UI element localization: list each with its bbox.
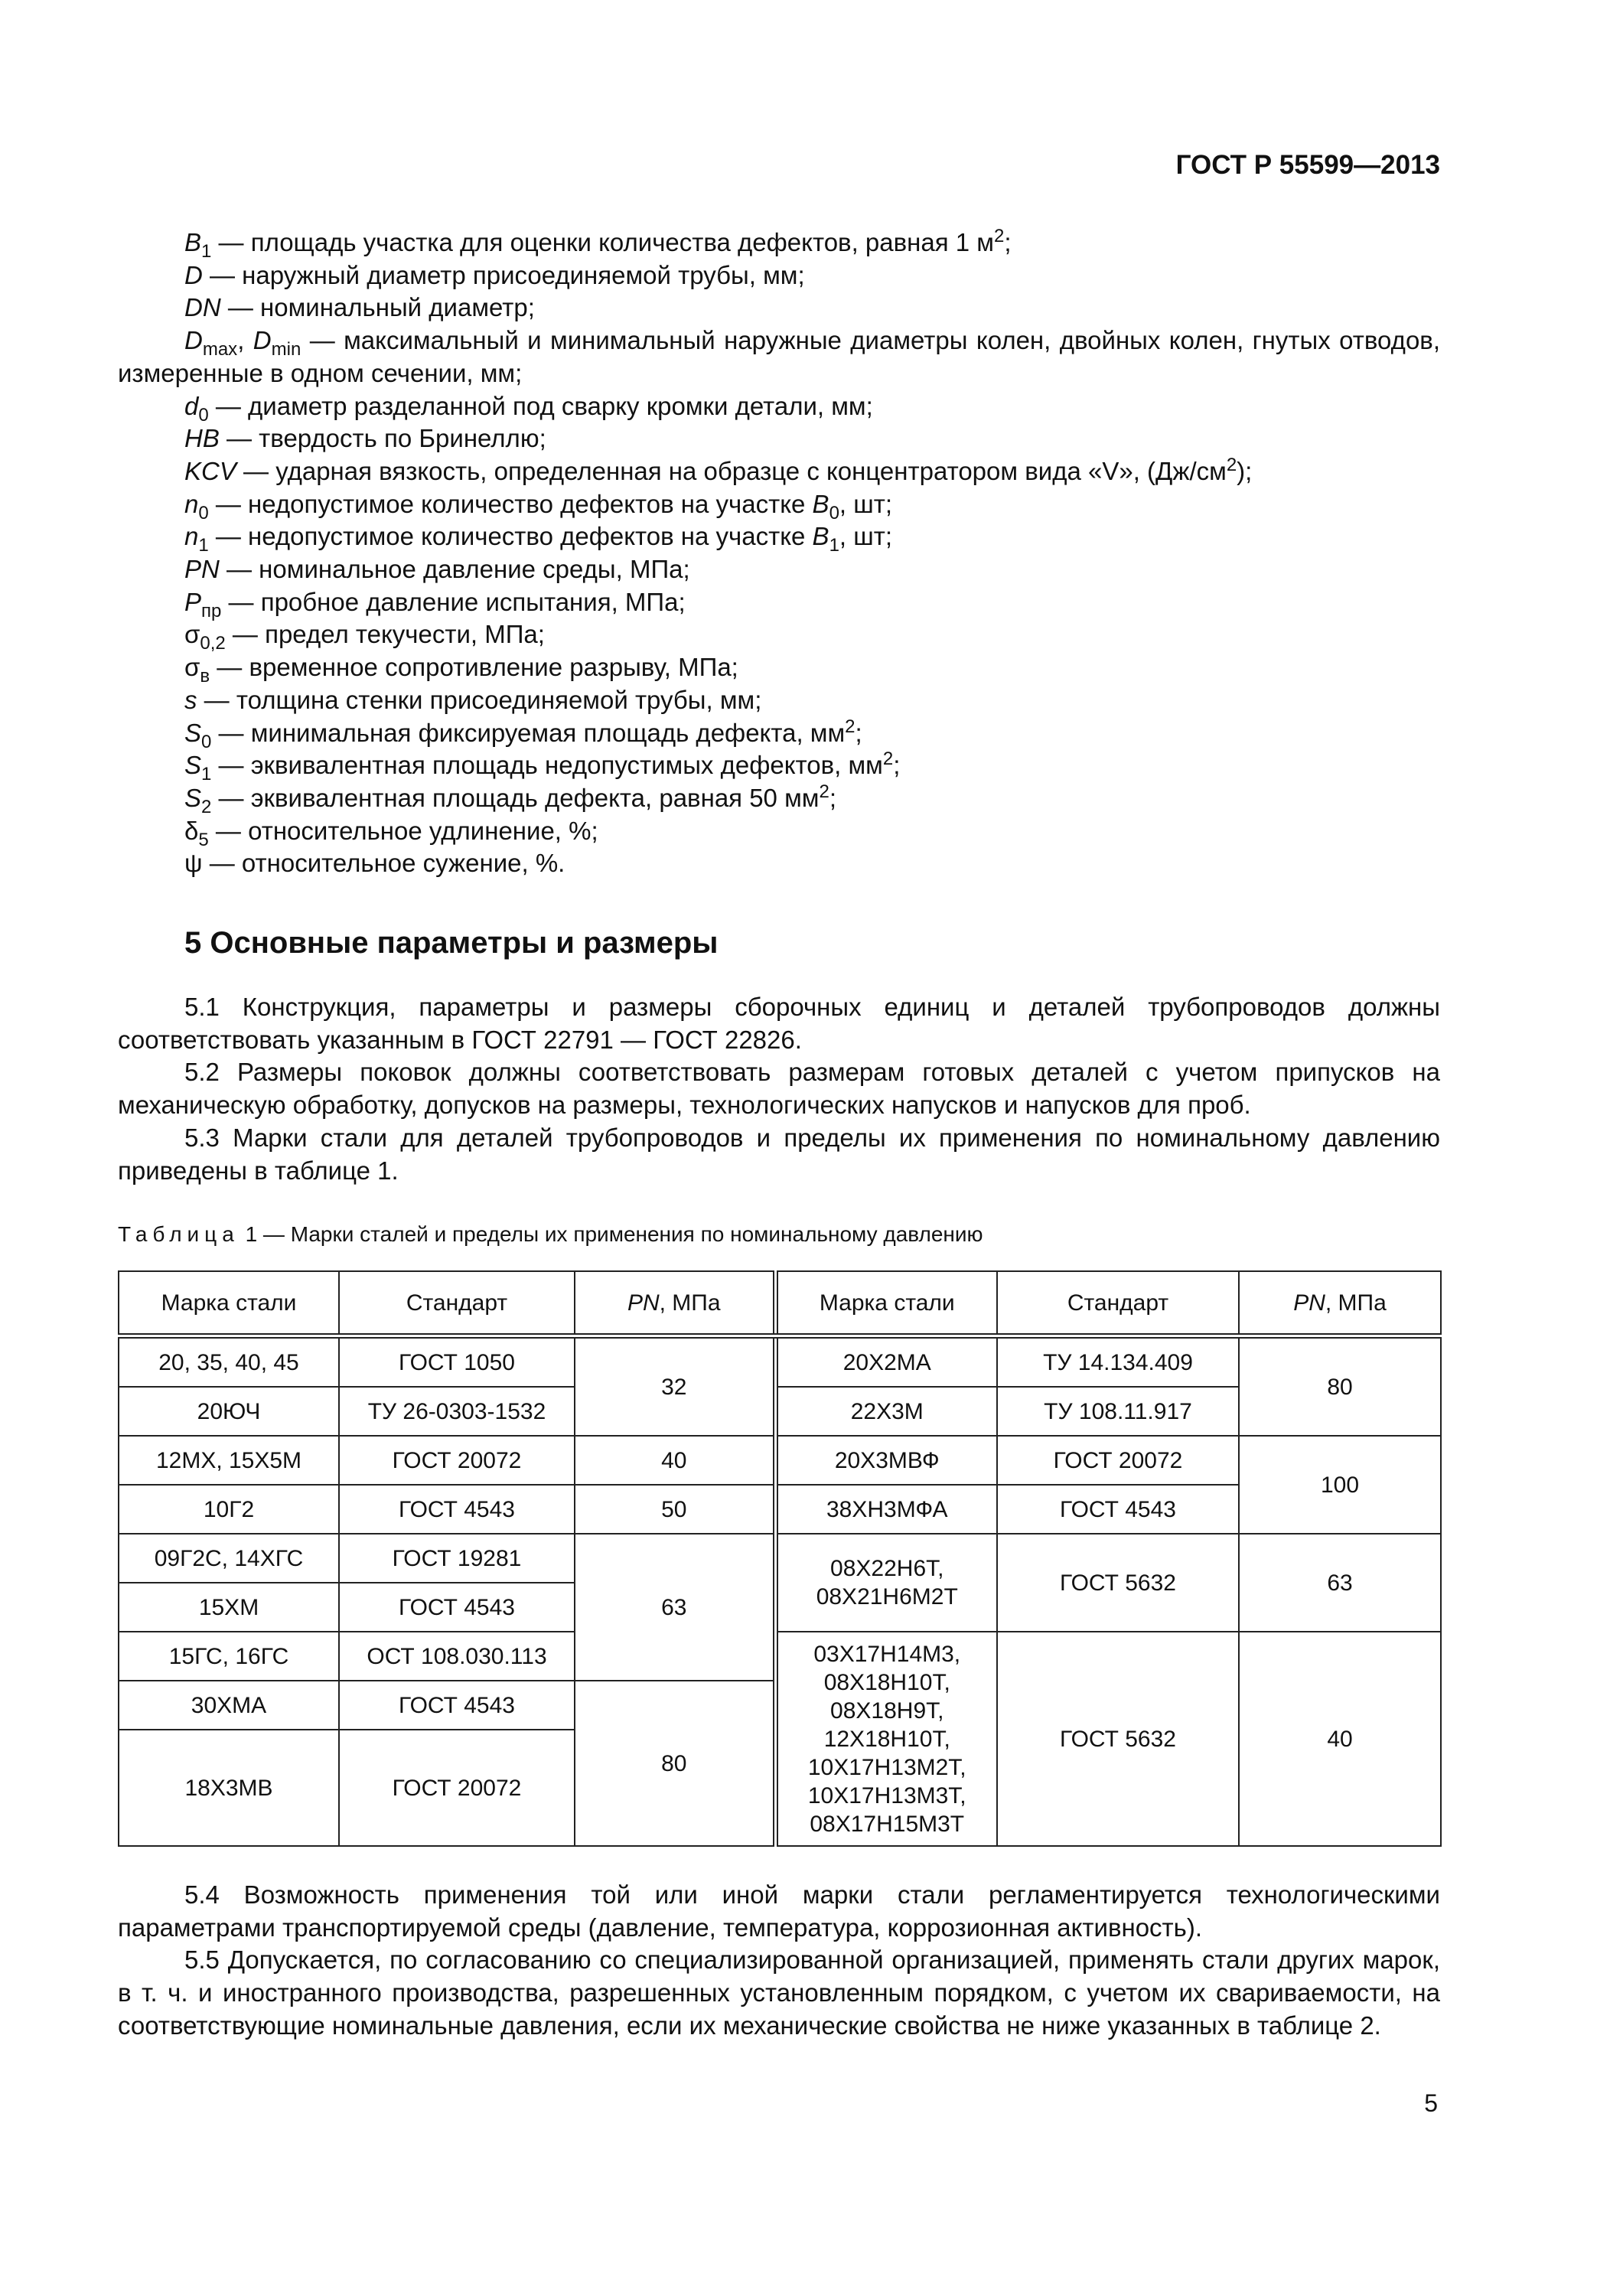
table-cell: ГОСТ 4543: [339, 1583, 575, 1632]
page-number: 5: [1424, 2089, 1438, 2117]
table-cell: 32: [575, 1336, 775, 1437]
table-row: [119, 1534, 1441, 1583]
symbol-definition: DN — номинальный диаметр;: [184, 293, 535, 322]
table-cell: ГОСТ 5632: [997, 1632, 1239, 1846]
table-cell: 12МХ, 15Х5М: [119, 1436, 339, 1485]
table-cell: ГОСТ 20072: [339, 1730, 575, 1846]
header-pn: PN, МПа: [575, 1271, 775, 1336]
table-cell: 20ЮЧ: [119, 1387, 339, 1436]
section-paragraphs: [118, 991, 1440, 1187]
table-cell: 38ХН3МФА: [775, 1485, 997, 1534]
table-cell: 80: [575, 1681, 775, 1846]
header-standard: Стандарт: [339, 1271, 575, 1336]
header-pn: PN, МПа: [1239, 1271, 1441, 1336]
table-row: [119, 1632, 1441, 1681]
steel-grades-table: [118, 1270, 1442, 1847]
symbol-definition: $S_2$ — эквивалентная площадь дефекта, равная 50 $мм^2$;: [184, 781, 836, 817]
table-cell: ГОСТ 20072: [997, 1436, 1239, 1485]
table-row: [119, 1436, 1441, 1485]
symbol-definition: ψ — относительное сужение, %.: [184, 849, 565, 878]
header-standard: Стандарт: [997, 1271, 1239, 1336]
table-cell: ГОСТ 4543: [339, 1485, 575, 1534]
table-cell: ТУ 14.134.409: [997, 1336, 1239, 1388]
table-cell: ОСТ 108.030.113: [339, 1632, 575, 1681]
table-cell: 10Г2: [119, 1485, 339, 1534]
symbol-definition: PN — номинальное давление среды, МПа;: [184, 555, 690, 584]
symbol-definition: $S_1$ — эквивалентная площадь недопустимых дефектов, $мм^2$;: [184, 748, 901, 785]
symbol-definition: $D_{max}$, $D_{min}$ — максимальный и минимальный наружные диаметры колен, двойных колен, гнутых отводов, измеренные в одном сечении, мм;: [118, 326, 1440, 387]
symbol-definition: $\sigma_в$ — временное сопротивление разрыву, МПа;: [184, 653, 738, 687]
table-cell: ГОСТ 4543: [997, 1485, 1239, 1534]
symbol-definition: $n_1$ — недопустимое количество дефектов на участке $B_1$, шт;: [184, 522, 893, 556]
table-caption: [118, 1222, 983, 1247]
table-cell: 40: [575, 1436, 775, 1485]
table-cell: ГОСТ 4543: [339, 1681, 575, 1730]
paragraph-5-1: 5.1 Конструкция, параметры и размеры сборочных единиц и деталей трубопроводов должны соответствовать указанным в ГОСТ 22791 — ГОСТ 22826.: [118, 993, 1440, 1054]
table-caption-text: 1 — Марки сталей и пределы их применения по номинальному давлению: [239, 1222, 983, 1246]
paragraph-5-5: 5.5 Допускается, по согласованию со специализированной организацией, применять стали других марок, в т. ч. и иностранного производства, разрешенных установленным порядком, с учетом их свариваемости, на соответствующие номинальные давления, если их механические свойства не ниже указанных в таблице 2.: [118, 1945, 1440, 2040]
table-cell: 09Г2С, 14ХГС: [119, 1534, 339, 1583]
table-cell: 50: [575, 1485, 775, 1534]
table-cell: 80: [1239, 1336, 1441, 1437]
symbol-definition: $d_0$ — диаметр разделанной под сварку кромки детали, мм;: [184, 391, 873, 426]
table-cell: 18Х3МВ: [119, 1730, 339, 1846]
table-header-row: [119, 1271, 1441, 1336]
table-cell: 15ХМ: [119, 1583, 339, 1632]
symbol-definition: HB — твердость по Бринеллю;: [184, 424, 546, 453]
table-cell: 63: [575, 1534, 775, 1681]
table-cell: 03Х17Н14М3, 08Х18Н10Т, 08Х18Н9Т, 12Х18Н10Т, 10Х17Н13М2Т, 10Х17Н13М3Т, 08Х17Н15М3Т: [775, 1632, 997, 1846]
table-cell: ТУ 108.11.917: [997, 1387, 1239, 1436]
header-steel-grade: Марка стали: [775, 1271, 997, 1336]
table-cell: ТУ 26-0303-1532: [339, 1387, 575, 1436]
symbol-definition: $B_1$ — площадь участка для оценки количества дефектов, равная 1 $м^2$;: [184, 226, 1012, 262]
table-row: [119, 1336, 1441, 1388]
section-heading: 5 Основные параметры и размеры: [184, 926, 719, 960]
symbol-definition: $P_{пр}$ — пробное давление испытания, МПа;: [184, 587, 686, 621]
symbol-definition: s — толщина стенки присоединяемой трубы, мм;: [184, 685, 762, 714]
section-paragraphs-after: [118, 1879, 1440, 2043]
table-cell: 22Х3М: [775, 1387, 997, 1436]
table-cell: 40: [1239, 1632, 1441, 1846]
document-number: ГОСТ Р 55599—2013: [1175, 150, 1440, 180]
table-cell: ГОСТ 1050: [339, 1336, 575, 1388]
symbol-definition: $\delta_5$ — относительное удлинение, %;: [184, 816, 598, 850]
table-cell: 63: [1239, 1534, 1441, 1632]
table-cell: ГОСТ 20072: [339, 1436, 575, 1485]
symbol-definition: D — наружный диаметр присоединяемой трубы, мм;: [184, 260, 805, 289]
symbol-definition: $n_0$ — недопустимое количество дефектов на участке $B_0$, шт;: [184, 489, 893, 523]
symbol-definition: $\sigma_{0,2}$ — предел текучести, МПа;: [184, 620, 545, 654]
table-cell: 15ГС, 16ГС: [119, 1632, 339, 1681]
table-cell: 08Х22Н6Т, 08Х21Н6М2Т: [775, 1534, 997, 1632]
paragraph-5-3: 5.3 Марки стали для деталей трубопроводов и пределы их применения по номинальному давлению приведены в таблице 1.: [118, 1123, 1440, 1185]
table-cell: 20Х2МА: [775, 1336, 997, 1388]
paragraph-5-4: 5.4 Возможность применения той или иной марки стали регламентируется технологическими параметрами транспортируемой среды (давление, температура, коррозионная активность).: [118, 1880, 1440, 1942]
table-cell: 20Х3МВФ: [775, 1436, 997, 1485]
table-cell: 100: [1239, 1436, 1441, 1534]
paragraph-5-2: 5.2 Размеры поковок должны соответствовать размерам готовых деталей с учетом припусков на механическую обработку, допусков на размеры, технологических напусков и напусков для проб.: [118, 1058, 1440, 1120]
symbol-definition: KCV — ударная вязкость, определенная на образце с концентратором вида «V», $(Дж/см^2)$;: [184, 454, 1253, 485]
table-cell: ГОСТ 5632: [997, 1534, 1239, 1632]
table-cell: ГОСТ 19281: [339, 1534, 575, 1583]
symbols-list: [118, 227, 1440, 880]
table-caption-word: Таблица: [118, 1222, 240, 1246]
header-steel-grade: Марка стали: [119, 1271, 339, 1336]
symbol-definition: $S_0$ — минимальная фиксируемая площадь дефекта, $мм^2$;: [184, 716, 862, 752]
table-cell: 30ХМА: [119, 1681, 339, 1730]
table-cell: 20, 35, 40, 45: [119, 1336, 339, 1388]
